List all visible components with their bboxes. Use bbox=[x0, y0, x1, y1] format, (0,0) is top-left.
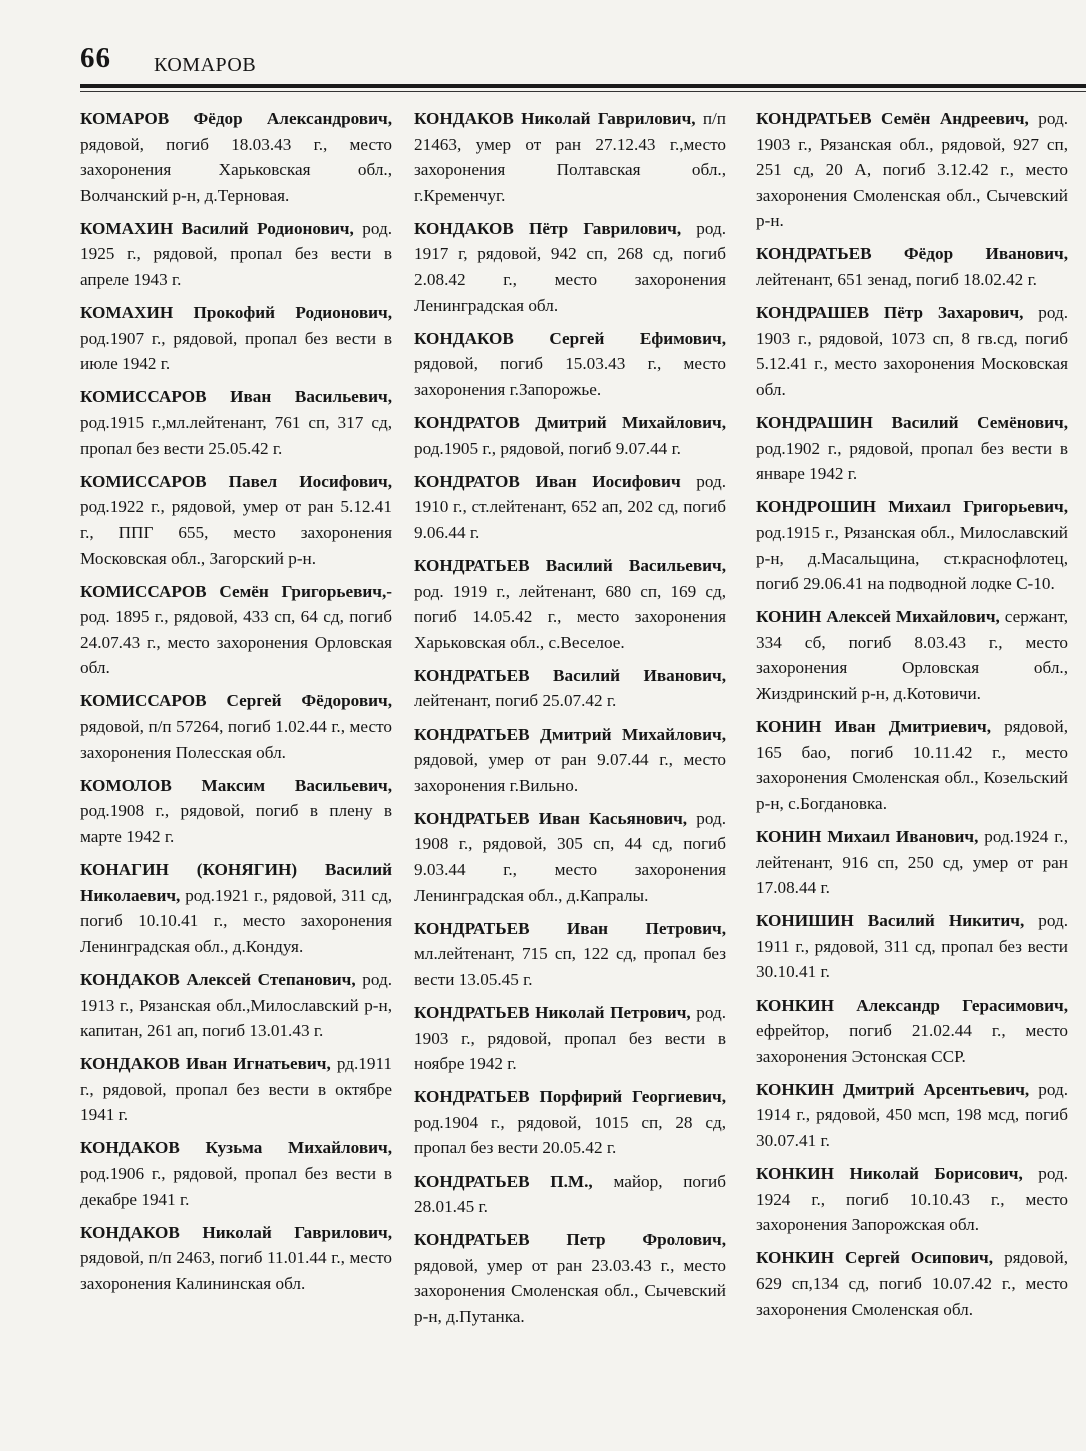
entry-details: рядовой, п/п 2463, погиб 11.01.44 г., место захоронения Калининская обл. bbox=[80, 1248, 392, 1293]
entry-name: КОНДРАТЬЕВ П.М., bbox=[414, 1171, 593, 1191]
entry bbox=[756, 824, 1068, 901]
entry-details: род.1915 г.,мл.лейтенант, 761 сп, 317 сд, пропал без вести 25.05.42 г. bbox=[80, 413, 392, 458]
entry-name: КОНДАКОВ Иван Игнатьевич, bbox=[80, 1054, 331, 1074]
entry bbox=[414, 663, 726, 714]
entry-details: род.1908 г., рядовой, погиб в плену в марте 1942 г. bbox=[80, 801, 392, 846]
entry bbox=[414, 722, 726, 799]
entry-details: мл.лейтенант, 715 сп, 122 сд, пропал без вести 13.05.45 г. bbox=[414, 944, 726, 989]
entry-details: род. 1917 г, рядовой, 942 сп, 268 сд, погиб 2.08.42 г., место захоронения Ленинградская обл. bbox=[414, 218, 726, 315]
entry-details: рд.1911 г., рядовой, пропал без вести в октябре 1941 г. bbox=[80, 1054, 393, 1125]
entry-name: КОНИН Алексей Михайлович, bbox=[756, 607, 1000, 627]
entry-details: род.1921 г., рядовой, 311 сд, погиб 10.10.41 г., место захоронения Ленинградская обл., д.Кондуя. bbox=[80, 885, 392, 956]
entry-details: род.1924 г., лейтенант, 916 сп, 250 сд, умер от ран 17.08.44 г. bbox=[756, 826, 1068, 898]
entry-details: род. 1903 г., Рязанская обл., рядовой, 927 сп, 251 сд, 20 А, погиб 3.12.42 г., место захоронения Смоленская обл., Сычевский р-н. bbox=[756, 109, 1068, 231]
entry bbox=[80, 1220, 392, 1297]
entry-name: КОНДРАТЬЕВ Василий Иванович, bbox=[414, 665, 726, 685]
page-number: 66 bbox=[80, 42, 111, 74]
entry-details: род. 1911 г., рядовой, 311 сд, пропал без вести 30.10.41 г. bbox=[756, 911, 1068, 982]
entry bbox=[80, 216, 392, 293]
text-column-1 bbox=[80, 106, 392, 1304]
entry bbox=[414, 410, 726, 461]
entry-details: род.1904 г., рядовой, 1015 сп, 28 сд, пропал без вести 20.05.42 г. bbox=[414, 1112, 726, 1158]
entry bbox=[80, 1135, 392, 1212]
entry-details: рядовой, п/п 57264, погиб 1.02.44 г., место захоронения Полесская обл. bbox=[80, 717, 392, 762]
entry-details: рядовой, умер от ран 23.03.43 г., место захоронения Смоленская обл., Сычевский р-н, д.Путанка. bbox=[414, 1255, 726, 1327]
entry bbox=[414, 806, 726, 908]
entry bbox=[414, 916, 726, 993]
header-rule-thick bbox=[80, 84, 1086, 88]
entry-name: КОНДРАТЬЕВ Семён Андреевич, bbox=[756, 109, 1029, 128]
entry-name: КОНКИН Николай Борисович, bbox=[756, 1164, 1023, 1184]
page-header bbox=[80, 42, 1086, 88]
entry-details: род. 1908 г., рядовой, 305 сп, 44 сд, погиб 9.03.44 г., место захоронения Ленинградская обл., д.Капралы. bbox=[414, 808, 726, 905]
entry-details: род.1906 г., рядовой, пропал без вести в декабре 1941 г. bbox=[80, 1164, 392, 1209]
entry bbox=[80, 688, 392, 765]
entry bbox=[80, 384, 392, 461]
entry-details: род. 1903 г., рядовой, пропал без вести в ноябре 1942 г. bbox=[414, 1003, 727, 1074]
entry-name: КОНДРАТЬЕВ Василий Васильевич, bbox=[414, 556, 726, 575]
entry bbox=[414, 1000, 726, 1077]
entry-name: КОМИССАРОВ Иван Васильевич, bbox=[80, 387, 392, 407]
entry bbox=[756, 1245, 1068, 1322]
entry bbox=[414, 106, 726, 208]
entry-details: п/п 21463, умер от ран 27.12.43 г.,место захоронения Полтавская обл., г.Кременчуг. bbox=[414, 109, 726, 205]
entry-details: рядовой, погиб 18.03.43 г., место захоронения Харьковская обл., Волчанский р-н, д.Терновая. bbox=[80, 134, 392, 205]
entry-name: КОНКИН Сергей Осипович, bbox=[756, 1248, 994, 1268]
entry bbox=[80, 300, 392, 377]
entry-details: род.1915 г., Рязанская обл., Милославский р-н, д.Масальщина, ст.краснофлотец, погиб 29.06.41 на подводной лодке С-10. bbox=[756, 522, 1068, 594]
entry bbox=[414, 1084, 726, 1161]
entry-name: КОНДРАШИН Василий Семёнович, bbox=[756, 413, 1068, 433]
entry-details: сержант, 334 сб, погиб 8.03.43 г., место захоронения Орловская обл., Жиздринский р-н, д.Котовичи. bbox=[756, 607, 1069, 703]
entry-name: КОНДРАТЬЕВ Фёдор Иванович, bbox=[756, 244, 1068, 264]
entry-name: КОНДРОШИН Михаил Григорьевич, bbox=[756, 497, 1068, 517]
entry-details: род. 1925 г., рядовой, пропал без вести в апреле 1943 г. bbox=[80, 218, 392, 290]
entry-name: КОНДРАТОВ Дмитрий Михайлович, bbox=[414, 413, 726, 433]
entry-name: КОНДАКОВ Пётр Гаврилович, bbox=[414, 218, 682, 238]
entry-name: КОНИН Михаил Иванович, bbox=[756, 826, 979, 846]
entry-name: КОМАХИН Василий Родионович, bbox=[80, 218, 354, 238]
entry-name: КОНДРАТЬЕВ Иван Касьянович, bbox=[414, 808, 688, 828]
entry-details: майор, погиб 28.01.45 г. bbox=[414, 1171, 726, 1217]
entry-name: КОНДАКОВ Сергей Ефимович, bbox=[414, 328, 726, 348]
header-rule-thin bbox=[80, 91, 1086, 92]
entry-name: КОМОЛОВ Максим Васильевич, bbox=[80, 775, 392, 795]
entry bbox=[756, 714, 1068, 816]
entry-details: род.1922 г., рядовой, умер от ран 5.12.41 г., ППГ 655, место захоронения Московская обл., Загорский р-н. bbox=[80, 497, 392, 568]
entry bbox=[756, 241, 1068, 292]
entry-name: КОНДРАШЕВ Пётр Захарович, bbox=[756, 303, 1024, 323]
entry-details: ефрейтор, погиб 21.02.44 г., место захоронения Эстонская ССР. bbox=[756, 1021, 1068, 1066]
entry bbox=[80, 773, 392, 850]
entry-details: рядовой, погиб 15.03.43 г., место захоронения г.Запорожье. bbox=[414, 354, 726, 399]
entry-name: КОМАХИН Прокофий Родионович, bbox=[80, 303, 392, 323]
entry bbox=[414, 216, 726, 318]
entry bbox=[80, 579, 392, 681]
entry bbox=[80, 106, 392, 208]
entry bbox=[414, 1169, 726, 1220]
entry-name: КОНДРАТЬЕВ Иван Петрович, bbox=[414, 918, 726, 938]
entry-details: род. 1914 г., рядовой, 450 мсп, 198 мсд, погиб 30.07.41 г. bbox=[756, 1079, 1069, 1150]
entry-name: КОНАГИН (КОНЯГИН) Василий Николаевич, bbox=[80, 860, 392, 905]
entry-name: КОНДАКОВ Алексей Степанович, bbox=[80, 969, 356, 989]
entry-name: КОНДРАТЬЕВ Петр Фролович, bbox=[414, 1230, 726, 1250]
entry-name: КОМИССАРОВ Павел Иосифович, bbox=[80, 471, 392, 491]
text-column-3 bbox=[756, 106, 1068, 1330]
entry bbox=[756, 993, 1068, 1070]
entry bbox=[414, 553, 726, 655]
entry-name: КОНДРАТОВ Иван Иосифович bbox=[414, 471, 681, 491]
entry-details: лейтенант, погиб 25.07.42 г. bbox=[414, 691, 617, 711]
entry-name: КОНДАКОВ Николай Гаврилович, bbox=[414, 109, 696, 128]
entry-name: КОМИССАРОВ Семён Григорьевич,- bbox=[80, 581, 392, 601]
entry-details: род.1905 г., рядовой, погиб 9.07.44 г. bbox=[414, 438, 681, 458]
entry bbox=[414, 469, 726, 546]
entry bbox=[414, 326, 726, 403]
entry bbox=[756, 106, 1068, 234]
entry-details: лейтенант, 651 зенад, погиб 18.02.42 г. bbox=[756, 270, 1037, 290]
entry-name: КОНДРАТЬЕВ Николай Петрович, bbox=[414, 1003, 691, 1022]
entry bbox=[414, 1227, 726, 1329]
entry bbox=[756, 908, 1068, 985]
entry-name: КОНДРАТЬЕВ Порфирий Георгиевич, bbox=[414, 1087, 726, 1107]
entry-name: КОНИШИН Василий Никитич, bbox=[756, 911, 1025, 931]
entry bbox=[80, 967, 392, 1044]
entry-details: род. 1924 г., погиб 10.10.43 г., место захоронения Запорожская обл. bbox=[756, 1164, 1068, 1235]
entry-details: род. 1903 г., рядовой, 1073 сп, 8 гв.сд, погиб 5.12.41 г., место захоронения Московская обл. bbox=[756, 303, 1068, 399]
entry bbox=[756, 410, 1068, 487]
entry bbox=[756, 1161, 1068, 1238]
entry-details: род. 1895 г., рядовой, 433 сп, 64 сд, погиб 24.07.43 г., место захоронения Орловская обл. bbox=[80, 607, 392, 678]
entry bbox=[80, 857, 392, 959]
entry-name: КОНКИН Александр Герасимович, bbox=[756, 995, 1068, 1015]
entry-details: род.1907 г., рядовой, пропал без вести в июле 1942 г. bbox=[80, 328, 392, 374]
entry-details: род. 1913 г., Рязанская обл.,Милославский р-н, капитан, 261 ап, погиб 13.01.43 г. bbox=[80, 969, 393, 1041]
entry bbox=[80, 469, 392, 571]
entry-name: КОМИССАРОВ Сергей Фёдорович, bbox=[80, 691, 392, 711]
entry-details: рядовой, 165 бао, погиб 10.11.42 г., место захоронения Смоленская обл., Козельский р-н, с.Богдановка. bbox=[756, 717, 1068, 813]
entry bbox=[756, 1077, 1068, 1154]
entry bbox=[80, 1051, 392, 1128]
entry bbox=[756, 494, 1068, 596]
entry-details: род.1902 г., рядовой, пропал без вести в январе 1942 г. bbox=[756, 438, 1068, 484]
entry-details: рядовой, 629 сп,134 сд, погиб 10.07.42 г., место захоронения Смоленская обл. bbox=[756, 1248, 1068, 1319]
text-column-2 bbox=[414, 106, 726, 1337]
entry-details: рядовой, умер от ран 9.07.44 г., место захоронения г.Вильно. bbox=[414, 750, 726, 795]
entry bbox=[756, 300, 1068, 402]
entry-details: род. 1910 г., ст.лейтенант, 652 ап, 202 сд, погиб 9.06.44 г. bbox=[414, 471, 726, 542]
entry-details: род. 1919 г., лейтенант, 680 сп, 169 сд, погиб 14.05.42 г., место захоронения Харьковская обл., с.Веселое. bbox=[414, 581, 726, 652]
running-head: КОМАРОВ bbox=[154, 54, 257, 76]
entry-name: КОНДАКОВ Николай Гаврилович, bbox=[80, 1222, 392, 1242]
entry-name: КОНКИН Дмитрий Арсентьевич, bbox=[756, 1079, 1030, 1099]
entry bbox=[756, 604, 1068, 706]
entry-name: КОМАРОВ Фёдор Александрович, bbox=[80, 109, 392, 128]
entry-name: КОНДРАТЬЕВ Дмитрий Михайлович, bbox=[414, 724, 726, 744]
entry-name: КОНИН Иван Дмитриевич, bbox=[756, 717, 992, 737]
entry-name: КОНДАКОВ Кузьма Михайлович, bbox=[80, 1138, 392, 1158]
